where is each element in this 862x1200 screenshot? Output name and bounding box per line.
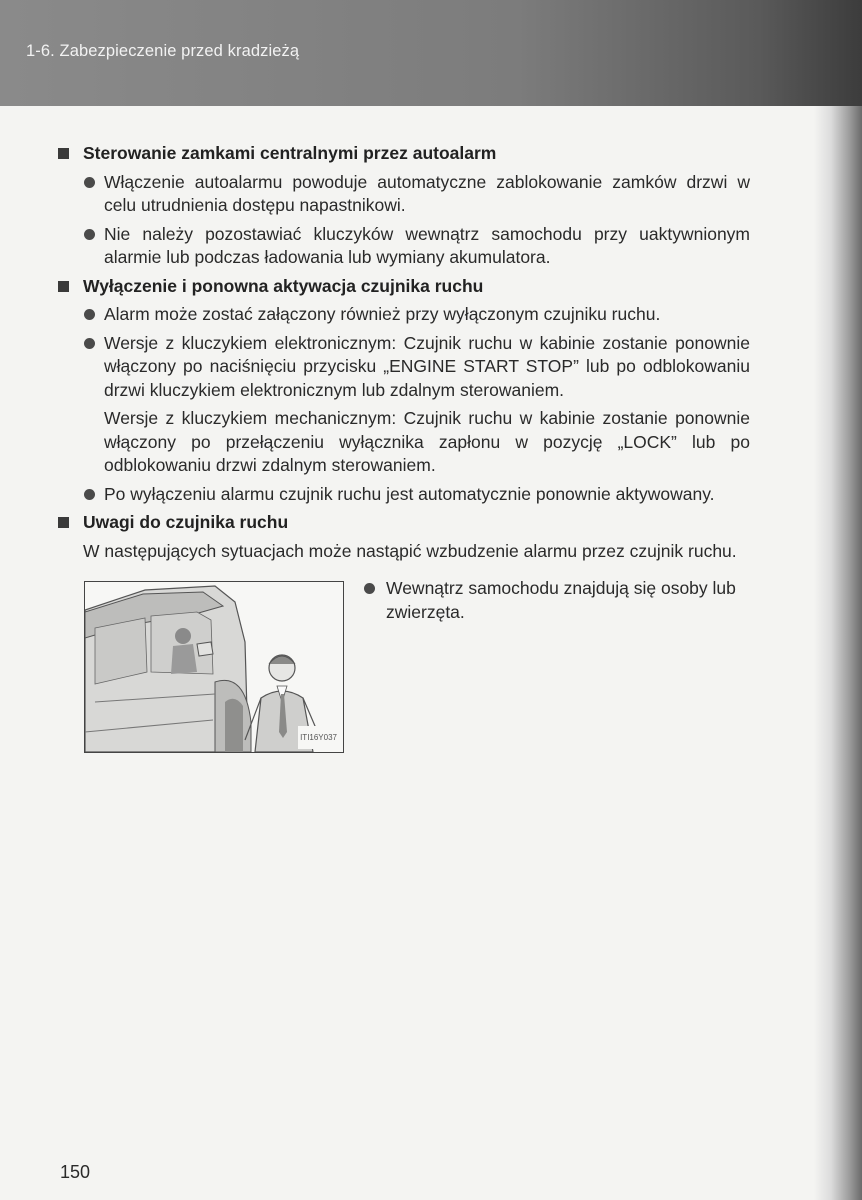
list-item bbox=[58, 483, 750, 507]
section-heading-central-locking bbox=[58, 142, 750, 166]
chapter-title: 1-6. Zabezpieczenie przed kradzieżą bbox=[26, 42, 300, 60]
section-heading-text: Sterowanie zamkami centralnymi przez autoalarm bbox=[83, 143, 497, 163]
round-bullet-icon bbox=[364, 583, 375, 594]
round-bullet-icon bbox=[84, 309, 95, 320]
round-bullet-icon bbox=[84, 489, 95, 500]
figure-code: ITI16Y037 bbox=[298, 726, 339, 750]
chapter-header-bar bbox=[0, 0, 862, 106]
square-bullet-icon bbox=[58, 148, 69, 159]
list-item-text: Nie należy pozostawiać kluczyków wewnątrz samochodu przy uaktywnionym alarmie lub podczas ładowania lub wymiany akumulatora. bbox=[104, 223, 750, 267]
page-edge-shadow bbox=[814, 106, 862, 1200]
list-item-text: Wersje z kluczykiem elektronicznym: Czujnik ruchu w kabinie zostanie ponownie włączony po naciśnięciu przycisku „ENGINE START STOP” lub po odblokowaniu drzwi kluczykiem elektronicznym lub zdalnym sterowaniem. bbox=[104, 332, 750, 400]
page-number: 150 bbox=[60, 1162, 91, 1182]
round-bullet-icon bbox=[84, 229, 95, 240]
list-item-text: Alarm może zostać załączony również przy wyłączonym czujniku ruchu. bbox=[104, 304, 661, 324]
section-intro-paragraph: W następujących sytuacjach może nastąpić wzbudzenie alarmu przez czujnik ruchu. bbox=[83, 540, 737, 561]
round-bullet-icon bbox=[84, 338, 95, 349]
list-item bbox=[58, 332, 750, 403]
section-heading-text: Uwagi do czujnika ruchu bbox=[83, 512, 289, 532]
square-bullet-icon bbox=[58, 281, 69, 292]
section-heading-text: Wyłączenie i ponowna aktywacja czujnika ruchu bbox=[83, 275, 484, 296]
section-heading-motion-sensor-notes bbox=[58, 511, 750, 535]
square-bullet-icon bbox=[58, 517, 69, 528]
list-item bbox=[58, 223, 750, 270]
list-item-text: Wewnątrz samochodu znajdują się osoby lub zwierzęta. bbox=[386, 578, 736, 622]
list-item-text: Po wyłączeniu alarmu czujnik ruchu jest automatycznie ponownie aktywowany. bbox=[104, 483, 715, 504]
round-bullet-icon bbox=[84, 177, 95, 188]
list-item bbox=[58, 303, 750, 327]
figure-row bbox=[58, 577, 750, 767]
page-content bbox=[58, 142, 750, 767]
list-item-text: Włączenie autoalarmu powoduje automatyczne zablokowanie zamków drzwi w celu utrudnienia dostępu napastnikowi. bbox=[104, 171, 750, 215]
section-heading-motion-sensor-reactivation bbox=[58, 275, 750, 299]
list-item bbox=[58, 171, 750, 218]
list-item bbox=[364, 577, 778, 624]
illustration-car-and-person bbox=[84, 581, 344, 753]
paragraph-mechanical-key: Wersje z kluczykiem mechanicznym: Czujnik ruchu w kabinie zostanie ponownie włączony po przełączeniu wyłącznika zapłonu w pozycję „LOCK” lub po odblokowaniu drzwi zdalnym sterowaniem. bbox=[104, 408, 750, 475]
